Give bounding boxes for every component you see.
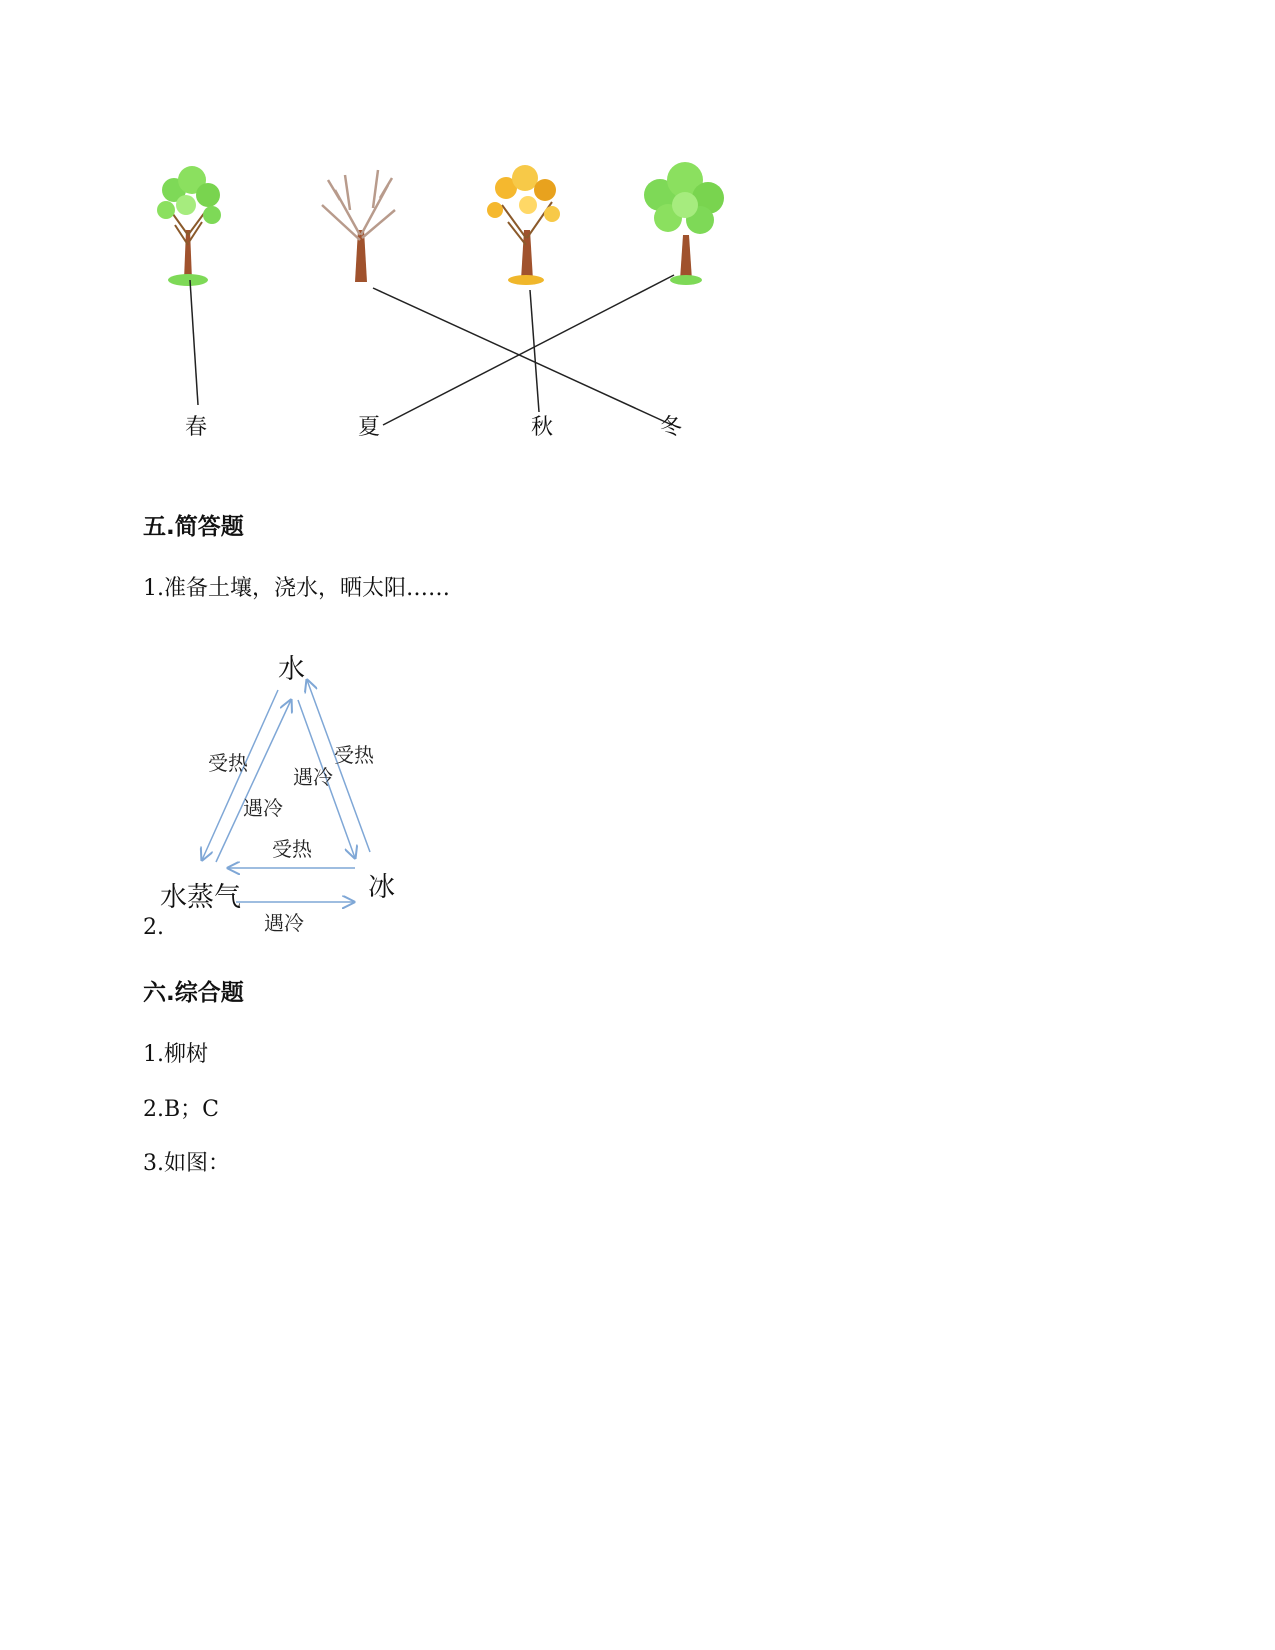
season-matching-figure: [140, 150, 740, 450]
season-label-winter: 冬: [660, 415, 683, 440]
answer-6-3: 3.如图：: [143, 1151, 230, 1176]
season-label-autumn: 秋: [531, 415, 554, 440]
answer-6-2: 2.B；C: [143, 1097, 219, 1122]
match-line-autumn: [530, 290, 539, 412]
section-heading-comprehensive: 六.综合题: [143, 980, 244, 1006]
spring-tree-icon: [157, 166, 221, 286]
answer-5-2-number: 2.: [143, 915, 164, 940]
bare-tree-icon: [322, 170, 395, 282]
node-water-vapor: 水蒸气: [160, 882, 241, 913]
label-cool-right: 遇冷: [293, 765, 333, 789]
match-line-spring: [190, 280, 198, 405]
arrow-water-to-vapor: [202, 690, 278, 860]
answer-6-1: 1.柳树: [143, 1042, 208, 1067]
label-heat-left: 受热: [208, 751, 248, 775]
label-cool-left: 遇冷: [243, 796, 283, 820]
autumn-tree-icon: [487, 165, 560, 285]
label-heat-bottom: 受热: [272, 837, 312, 861]
water-state-cycle-diagram: [150, 640, 410, 950]
season-label-summer: 夏: [358, 415, 381, 440]
season-label-spring: 春: [185, 415, 208, 440]
label-cool-bottom: 遇冷: [264, 911, 304, 935]
node-water: 水: [278, 654, 305, 685]
section-heading-short-answer: 五.简答题: [143, 514, 244, 540]
label-heat-right: 受热: [334, 743, 374, 767]
answer-5-1: 1.准备土壤，浇水，晒太阳……: [143, 576, 450, 601]
node-ice: 冰: [368, 872, 395, 903]
match-line-lush-tree-to-summer: [383, 275, 674, 425]
match-line-summer-tree-to-winter: [373, 288, 672, 425]
lush-tree-icon: [644, 162, 724, 285]
